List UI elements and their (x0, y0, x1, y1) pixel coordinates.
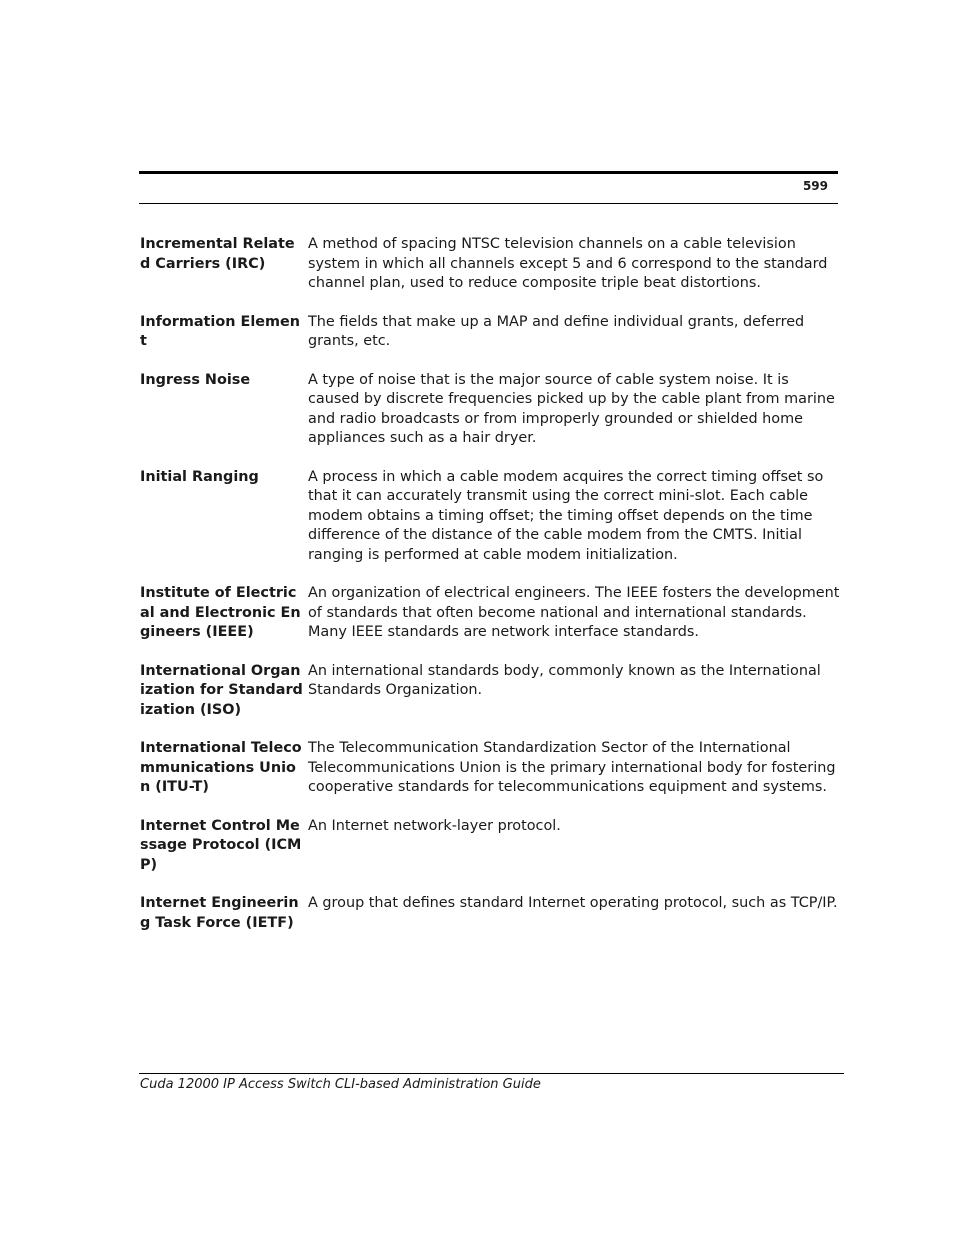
glossary-definition: A method of spacing NTSC television channels on a cable television system in which all channels except 5 and 6 correspond to the standard channel plan, used to reduce composite triple beat distortions. (308, 236, 828, 291)
page-number: 599 (802, 179, 828, 193)
glossary-definition: An international standards body, commonly known as the International Standards Organization. (308, 662, 821, 698)
glossary-entry-ietf (140, 894, 840, 933)
footer-rule (139, 1073, 844, 1074)
glossary-definition: An Internet network-layer protocol. (308, 817, 561, 834)
glossary-definition: A type of noise that is the major source of cable system noise. It is caused by discrete frequencies picked up by the cable plant from marine and radio broadcasts or from improperly grounded or shielded home appliances such as a hair dryer. (308, 371, 835, 446)
header-rule-thin (139, 203, 838, 204)
glossary-entry-icmp (140, 817, 840, 876)
glossary-term: Institute of Electrical and Electronic Engineers (IEEE) (140, 585, 301, 640)
glossary-term: Initial Ranging (140, 468, 259, 485)
glossary-entry-itu-t (140, 739, 840, 798)
footer-text: Cuda 12000 IP Access Switch CLI-based Administration Guide (140, 1077, 541, 1092)
glossary-term: International Organization for Standardization (ISO) (140, 662, 303, 718)
glossary-definition: A group that defines standard Internet operating protocol, such as TCP/IP. (308, 895, 838, 911)
glossary-term: Ingress Noise (140, 371, 251, 388)
glossary-entry-irc (140, 235, 840, 294)
glossary-definition: An organization of electrical engineers. The IEEE fosters the development of standards that often become national and international standards. Many IEEE standards are network interface standards. (308, 585, 840, 640)
glossary-entry-information-element (140, 313, 840, 352)
glossary-term: Information Element (140, 313, 301, 349)
glossary-term: International Telecommunications Union (ITU-T) (140, 740, 302, 795)
header-rule-thick (139, 171, 838, 174)
glossary-term: Incremental Related Carriers (IRC) (140, 236, 295, 272)
glossary-term: Internet Engineering Task Force (IETF) (140, 895, 299, 931)
glossary-entry-iso (140, 662, 840, 721)
glossary-term: Internet Control Message Protocol (ICMP) (140, 817, 302, 873)
glossary-entry-initial-ranging (140, 468, 840, 566)
glossary-entry-ingress-noise (140, 371, 840, 449)
glossary-definition: The fields that make up a MAP and define individual grants, deferred grants, etc. (308, 313, 805, 349)
glossary-definition: The Telecommunication Standardization Sector of the International Telecommunications Union is the primary international body for fostering cooperative standards for telecommunications equipment and systems. (308, 740, 836, 795)
glossary-definition: A process in which a cable modem acquires the correct timing offset so that it can accurately transmit using the correct mini-slot. Each cable modem obtains a timing offset; the timing offset depends on the time difference of the distance of the cable modem from the CMTS. Initial ranging is performed at cable modem initialization. (308, 468, 824, 563)
glossary-list (140, 235, 840, 952)
glossary-entry-ieee (140, 584, 840, 643)
